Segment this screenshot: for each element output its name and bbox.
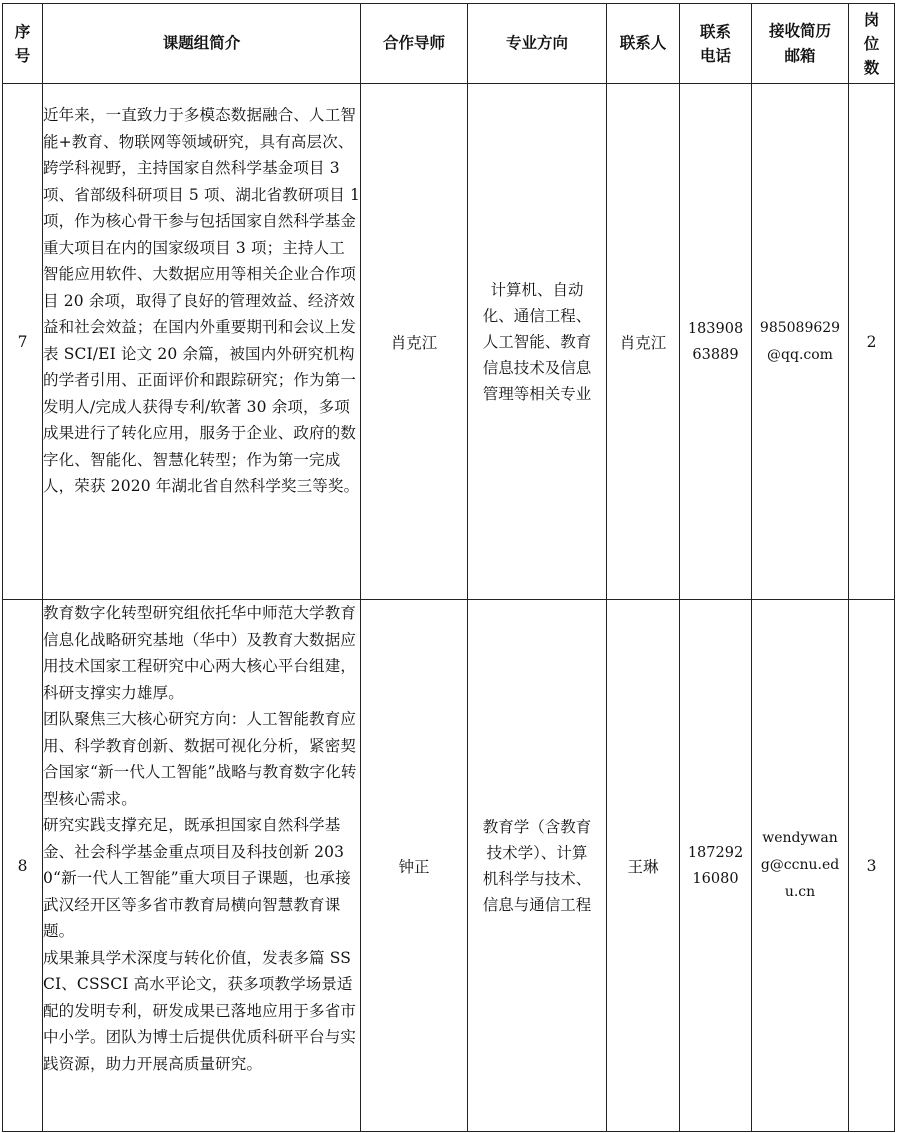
header-intro: 课题组简介 xyxy=(43,4,361,84)
major-cell: 计算机、自动化、通信工程、人工智能、教育信息技术及信息管理等相关专业 xyxy=(468,84,607,600)
email-cell: wendywang@ccnu.edu.cn xyxy=(752,600,849,1132)
positions-cell: 3 xyxy=(849,600,895,1132)
header-positions: 岗位数 xyxy=(849,4,895,84)
header-seq: 序号 xyxy=(3,4,43,84)
header-major: 专业方向 xyxy=(468,4,607,84)
recruitment-table xyxy=(2,3,895,1132)
mentor-cell: 肖克江 xyxy=(361,84,468,600)
intro-paragraph: 团队聚焦三大核心研究方向：人工智能教育应用、科学教育创新、数据可视化分析，紧密契合国家“新一代人工智能”战略与教育数字化转型核心需求。 xyxy=(43,710,357,808)
table-row xyxy=(3,600,895,1132)
phone-cell: 18729216080 xyxy=(680,600,752,1132)
header-phone: 联系电话 xyxy=(680,4,752,84)
intro-cell xyxy=(43,600,361,1132)
positions-cell: 2 xyxy=(849,84,895,600)
header-email: 接收简历邮箱 xyxy=(752,4,849,84)
seq-cell: 7 xyxy=(3,84,43,600)
mentor-cell: 钟正 xyxy=(361,600,468,1132)
contact-cell: 肖克江 xyxy=(607,84,680,600)
seq-cell: 8 xyxy=(3,600,43,1132)
intro-paragraph: 近年来，一直致力于多模态数据融合、人工智能+教育、物联网等领域研究，具有高层次、跨学科视野，主持国家自然科学基金项目 3 项、省部级科研项目 5 项、湖北省教研项目 1 项，作为核心骨干参与包括国家自然科学基金重大项目在内的国家级项目 3 项；主持人工智能应用软件、大数据应用等相关企业合作项目 20 余项，取得了良好的管理效益、经济效益和社会效益；在国内外重要期刊和会议上发表 SCI/EI 论文 20 余篇，被国内外研究机构的学者引用、正面评价和跟踪研究；作为第一发明人/完成人获得专利/软著 30 余项，多项成果进行了转化应用，服务于企业、政府的数字化、智能化、智慧化转型；作为第一完成人，荣获 2020 年湖北省自然科学奖三等奖。 xyxy=(43,106,360,495)
email-cell: 985089629@qq.com xyxy=(752,84,849,600)
major-cell: 教育学（含教育技术学）、计算机科学与技术、信息与通信工程 xyxy=(468,600,607,1132)
phone-cell: 18390863889 xyxy=(680,84,752,600)
header-contact: 联系人 xyxy=(607,4,680,84)
header-mentor: 合作导师 xyxy=(361,4,468,84)
table-row xyxy=(3,84,895,600)
intro-paragraph: 教育数字化转型研究组依托华中师范大学教育信息化战略研究基地（华中）及教育大数据应用技术国家工程研究中心两大核心平台组建，科研支撑实力雄厚。 xyxy=(43,604,357,702)
intro-paragraph: 研究实践支撑充足，既承担国家自然科学基金、社会科学基金重点项目及科技创新 2030“新一代人工智能”重大项目子课题，也承接武汉经开区等多省市教育局横向智慧教育课题。 xyxy=(43,816,351,940)
contact-cell: 王琳 xyxy=(607,600,680,1132)
intro-cell xyxy=(43,84,361,600)
intro-paragraph: 成果兼具学术深度与转化价值，发表多篇 SSCI、CSSCI 高水平论文，获多项教学场景适配的发明专利，研发成果已落地应用于多省市中小学。团队为博士后提供优质科研平台与实践资源，助力开展高质量研究。 xyxy=(43,948,357,1073)
header-row xyxy=(3,4,895,84)
